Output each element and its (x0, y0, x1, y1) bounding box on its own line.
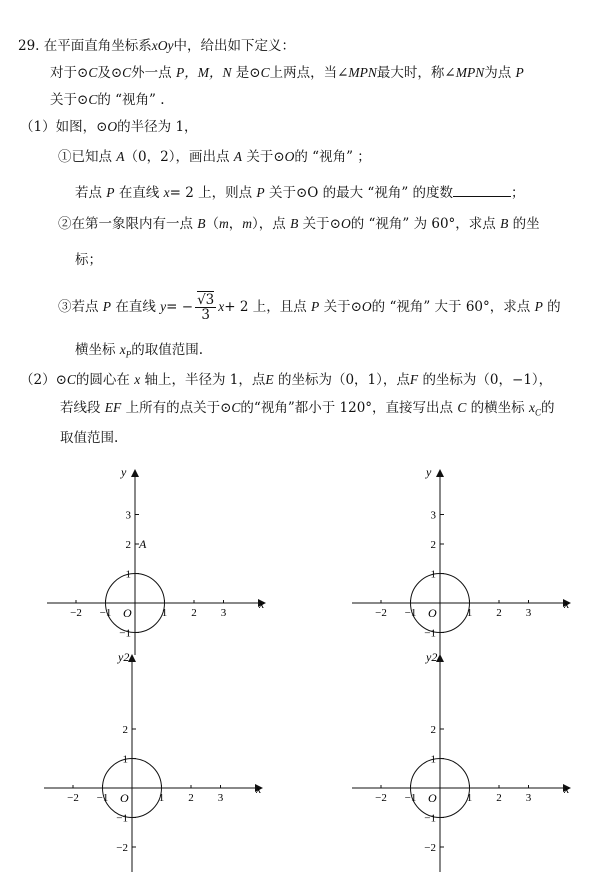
x-tick-label-3: −1 (96, 792, 109, 804)
x-tick-label-1: 1 (161, 607, 168, 619)
y-tick-label-2: −1 (424, 627, 436, 640)
y-axis-label-2: y (426, 465, 432, 479)
y-tick-label-1: 3 (125, 509, 131, 522)
part1-q3-line2: 横坐标 $x_P$的取值范围. (75, 342, 204, 360)
definition-line-2: 关于⊙C的 “视角” . (50, 92, 165, 108)
x-tick-label-1: 2 (191, 607, 197, 619)
x-tick-label-3: 2 (188, 792, 194, 804)
x-tick-label-2: 2 (496, 607, 502, 619)
x-tick-label-2: −1 (404, 607, 417, 619)
y-tick-label-4: 2 (430, 724, 436, 736)
x-tick-label-1: −1 (99, 607, 112, 619)
origin-label-1: O (123, 606, 132, 620)
part1-q2-line2: 标； (75, 252, 102, 268)
origin-label-3: O (120, 791, 129, 805)
y-axis-label-4: y2 (426, 650, 438, 664)
x-tick-label-1: −2 (70, 607, 82, 619)
x-tick-label-2: −2 (375, 607, 387, 619)
y-axis-label-1: y (121, 465, 127, 479)
x-tick-label-3: 3 (217, 792, 224, 804)
x-tick-label-4: 3 (525, 792, 532, 804)
y-tick-label-2: 2 (430, 539, 436, 551)
definition-line-1: 对于⊙C及⊙C外一点 P，M，N 是⊙C上两点，当∠MPN最大时，称∠MPN为点 P (50, 65, 524, 81)
y-tick-label-1: −1 (119, 627, 131, 640)
y-tick-label-1: 1 (125, 568, 131, 581)
x-tick-label-4: 1 (466, 792, 473, 804)
problem-intro: 29. 在平面直角坐标系xOy中，给出如下定义： (18, 38, 296, 54)
x-tick-label-1: 3 (220, 607, 227, 619)
part1-q1-line1: ①已知点 A（0，2），画出点 A 关于⊙O的 “视角” ； (58, 149, 371, 165)
x-axis-label-4: x (564, 782, 570, 796)
problem-number: 29. (18, 38, 40, 54)
y-tick-label-4: −2 (424, 842, 436, 854)
x-tick-label-3: −2 (67, 792, 79, 804)
part2-line2: 若线段 EF 上所有的点关于⊙C的“视角”都小于 120°，直接写出点 C 的横坐标 $x_C$的 (60, 400, 555, 418)
y-tick-label-4: 1 (430, 753, 436, 766)
y-tick-label-2: 1 (430, 568, 436, 581)
x-tick-label-2: 1 (466, 607, 473, 619)
part1-q1-line2: 若点 P 在直线 x= 2 上，则点 P 关于⊙O 的最大 “视角” 的度数 ； (75, 185, 525, 201)
part1-q3-line1: ③若点 P 在直线 y= − $\frac{√3}{3}$ x+ 2 上，且点 P 关于⊙O的 “视角” 大于 60°，求点 P 的 (58, 292, 561, 323)
x-tick-label-3: 1 (158, 792, 165, 804)
origin-label-4: O (428, 791, 437, 805)
x-axis-label-1: x (259, 597, 265, 611)
y-tick-label-3: 2 (122, 724, 128, 736)
y-tick-label-2: 3 (430, 509, 436, 522)
part2-line3: 取值范围. (60, 430, 119, 446)
fraction-sqrt3-over-3: $\frac{√3}{3}$ (197, 292, 215, 323)
part2-line1: （2）⊙C的圆心在 x 轴上，半径为 1，点E 的坐标为（0，1），点F 的坐标为（0，−1）， (20, 372, 553, 388)
x-axis-label-2: x (564, 597, 570, 611)
origin-label-2: O (428, 606, 437, 620)
x-tick-label-4: −2 (375, 792, 387, 804)
x-tick-label-4: 2 (496, 792, 502, 804)
part1-q2-line1: ②在第一象限内有一点 B（m，m），点 B 关于⊙O的 “视角” 为 60°，求点 B 的坐 (58, 216, 540, 232)
x-tick-label-2: 3 (525, 607, 532, 619)
x-axis-label-3: x (256, 782, 262, 796)
y-axis-label-3: y2 (118, 650, 130, 664)
y-tick-label-3: 1 (122, 753, 128, 766)
part1-header: （1）如图，⊙O的半径为 1， (20, 119, 198, 135)
y-tick-label-1: 2 (125, 539, 131, 551)
y-tick-label-4: −1 (424, 812, 436, 825)
point-a-label: A (139, 537, 147, 551)
x-tick-label-4: −1 (404, 792, 417, 804)
y-tick-label-3: −1 (116, 812, 128, 825)
y-tick-label-3: −2 (116, 842, 128, 854)
